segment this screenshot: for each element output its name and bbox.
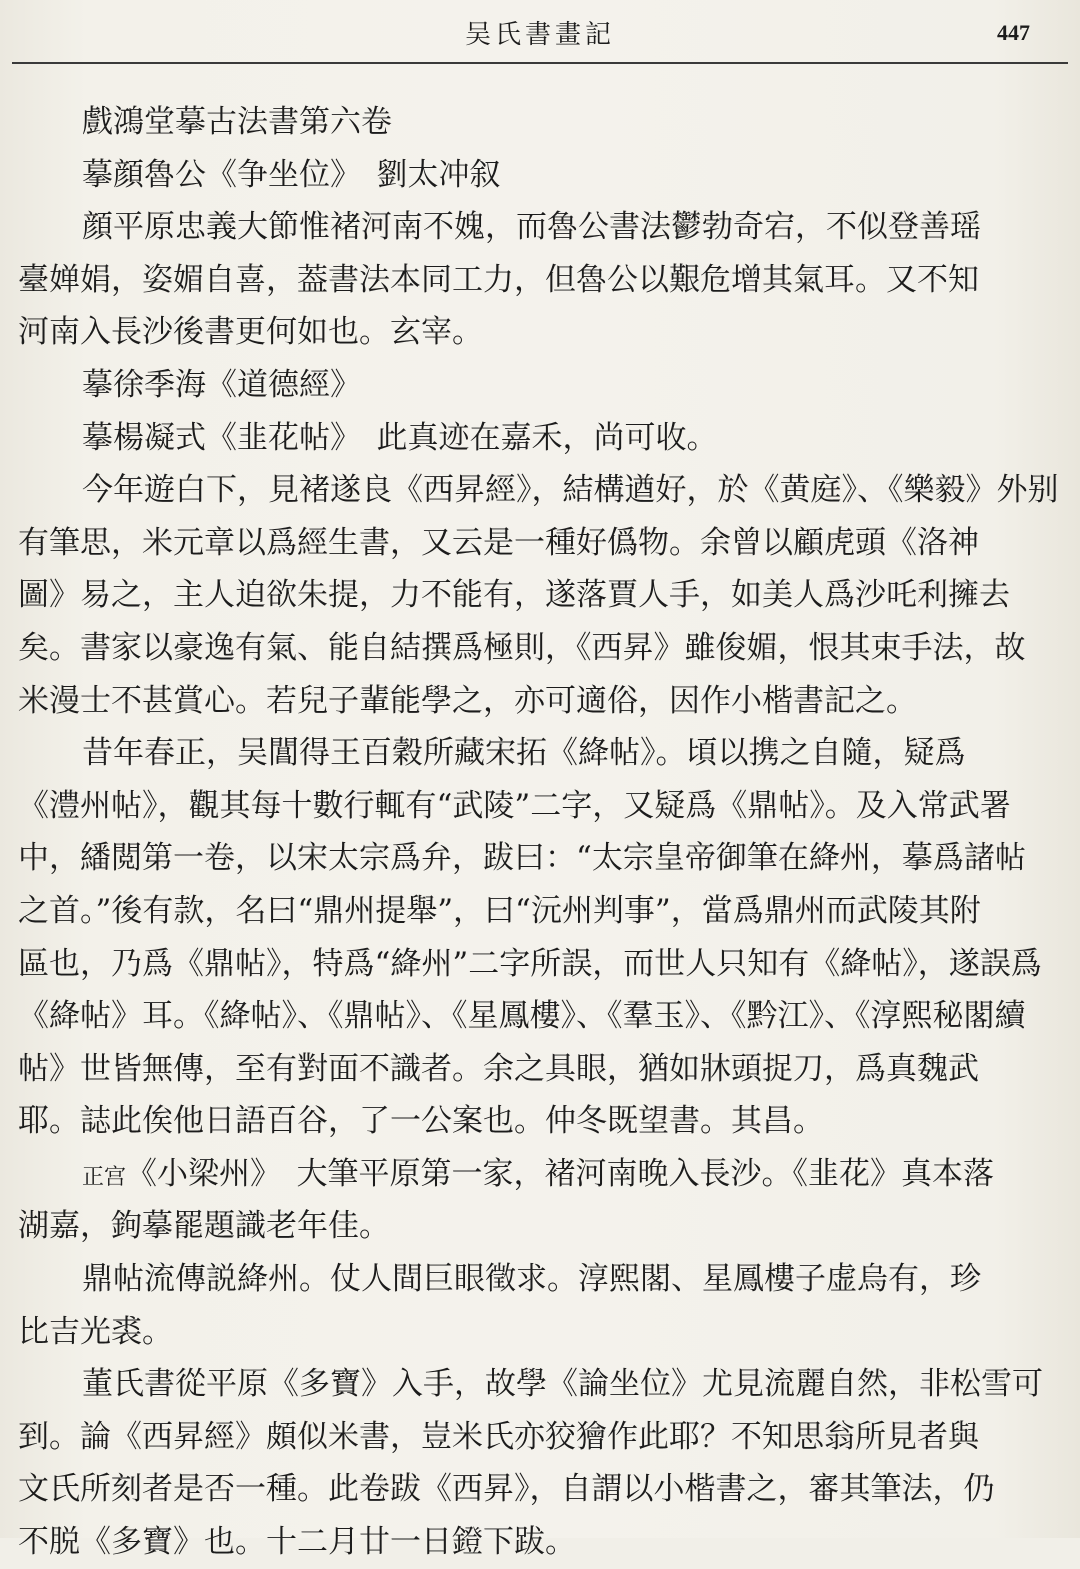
commentary-line-first [18, 1148, 1058, 1201]
text-line: 之首。”後有款，名曰“鼎州提舉”，曰“沅州判事”，當爲鼎州而武陵其附 [18, 892, 981, 929]
text-line: 摹徐季海《道德經》 [82, 366, 361, 403]
commentary-line: 湖嘉，鉤摹罷題識老年佳。 [18, 1208, 390, 1245]
commentary-first-text: 《小梁州》 大筆平原第一家，褚河南晚入長沙。《韭花》真本落 [126, 1155, 995, 1192]
text-line: 中，繙閲第一卷，以宋太宗爲弁，跋曰：“太宗皇帝御筆在絳州，摹爲諸帖 [18, 840, 1026, 877]
text-line: 戲鴻堂摹古法書第六卷 [82, 104, 392, 140]
text-line: 摹楊凝式《韭花帖》 此真迹在嘉禾，尚可收。 [82, 419, 718, 456]
text-line: 米漫士不甚賞心。若兒子輩能學之，亦可適俗，因作小楷書記之。 [18, 682, 917, 719]
commentary-line: 鼎帖流傳説絳州。仗人間巨眼徵求。淳熙閣、星鳳樓子虚烏有，珍 [82, 1261, 981, 1298]
commentary-prefix: 正宫 [82, 1164, 127, 1190]
main-text [18, 96, 1058, 1569]
text-line: 今年遊白下，見褚遂良《西昇經》，結構遒好，於《黄庭》、《樂毅》外别 [82, 472, 1059, 509]
text-line: 帖》世皆無傳，至有對面不識者。余之具眼，猶如牀頭捉刀，爲真魏武 [18, 1050, 979, 1087]
commentary-line: 文氏所刻者是否一種。此卷跋《西昇》，自謂以小楷書之，審其筆法，仍 [18, 1471, 995, 1508]
page-number: 447 [997, 20, 1030, 45]
text-line: 圖》易之，主人迫欲朱提，力不能有，遂落賈人手，如美人爲沙吒利擁去 [18, 577, 1010, 614]
text-line: 耶。誌此俟他日語百谷，了一公案也。仲冬既望書。其昌。 [18, 1103, 824, 1140]
text-line: 摹顔魯公《争坐位》 劉太冲叙 [82, 156, 501, 193]
text-line: 矣。書家以豪逸有氣、能自結撰爲極則，《西昇》雖俊媚，恨其束手法，故 [18, 629, 1026, 666]
text-line: 顔平原忠義大節惟褚河南不媿，而魯公書法鬱勃奇宕，不似登善瑶 [82, 209, 981, 246]
commentary-line: 到。論《西昇經》頗似米書，豈米氏亦狡獪作此耶？不知思翁所見者與 [18, 1418, 979, 1455]
commentary-line: 比吉光裘。 [18, 1313, 173, 1350]
page-header [12, 0, 1068, 64]
text-line: 《澧州帖》，觀其每十數行輒有“武陵”二字，又疑爲《鼎帖》。及入常武署 [18, 787, 1011, 824]
text-line: 有筆思，米元章以爲經生書，又云是一種好僞物。余曾以顧虎頭《洛神 [18, 524, 979, 561]
commentary-line: 不脱《多寶》也。十二月廿一日鐙下跋。 [18, 1524, 576, 1561]
text-line: 《絳帖》耳。《絳帖》、《鼎帖》、《星鳳樓》、《羣玉》、《黔江》、《淳熙秘閣續 [18, 998, 1026, 1035]
text-line: 區也，乃爲《鼎帖》，特爲“絳州”二字所誤，而世人只知有《絳帖》，遂誤爲 [18, 945, 1042, 982]
text-line: 臺婵娟，姿媚自喜，葢書法本同工力，但魯公以艱危增其氣耳。又不知 [18, 261, 979, 298]
text-line: 昔年春正，吴閶得王百穀所藏宋拓《絳帖》。頃以携之自隨，疑爲 [82, 735, 966, 772]
commentary-line: 董氏書從平原《多寶》入手，故學《論坐位》尤見流麗自然，非松雪可 [82, 1366, 1043, 1403]
running-title: 吴氏書畫記 [464, 20, 615, 50]
text-line: 河南入長沙後書更何如也。玄宰。 [18, 314, 483, 351]
